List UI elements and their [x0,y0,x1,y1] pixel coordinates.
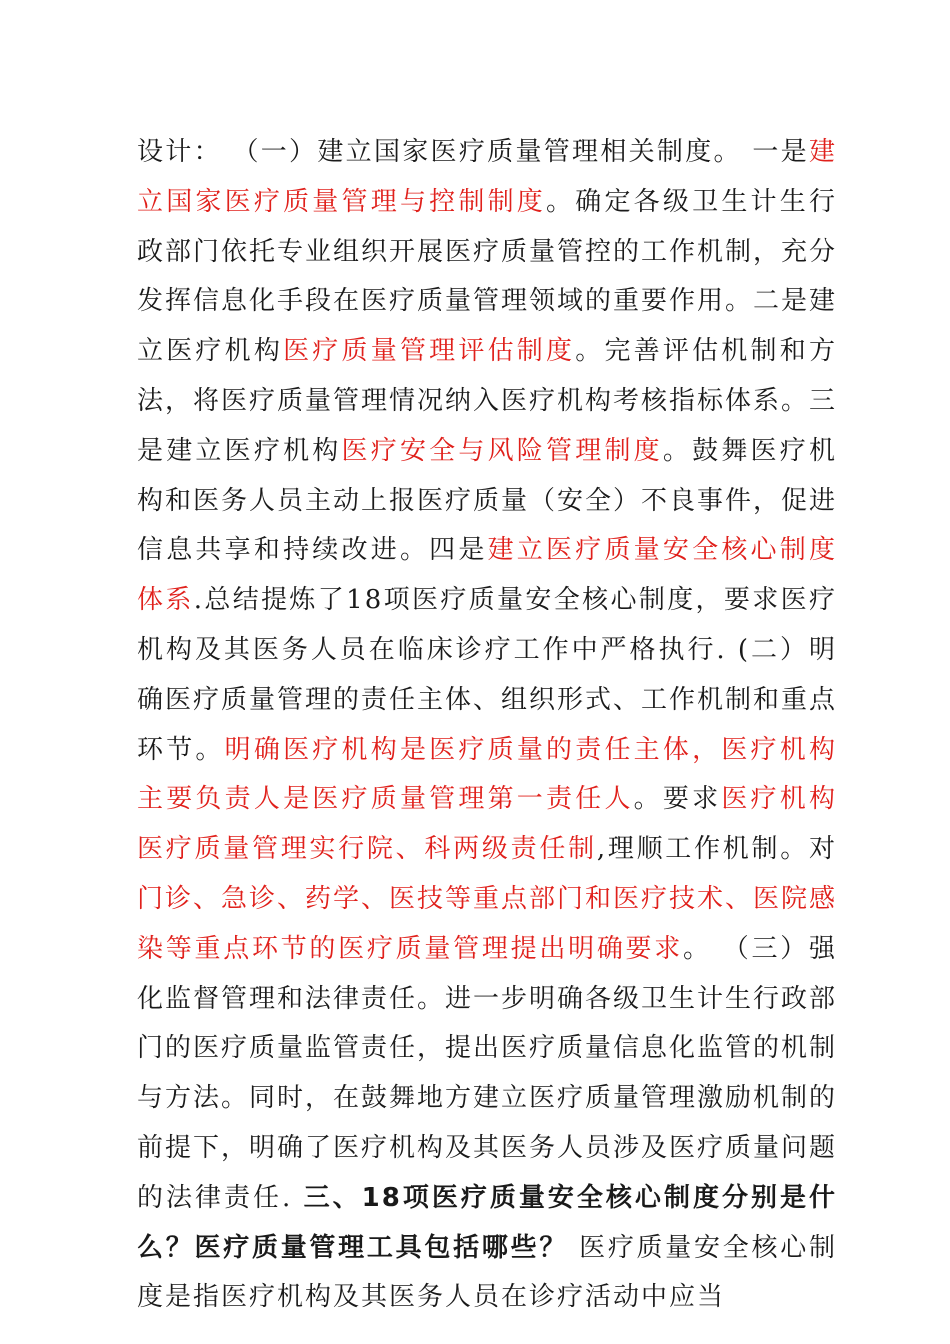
highlighted-text: 医疗质量管理评估制度 [283,336,576,367]
document-body [137,128,837,1323]
highlighted-text: 明确医疗机构是医疗质量的责任主体，医疗机构主要负责人是医疗质量管理第一责任人 [137,734,837,815]
text-segment: ,理顺工作机制。对 [596,834,837,865]
highlighted-text: 建立医疗质量安全核心制度体系 [137,535,837,616]
text-segment: 医疗质量安全核心制度是指医疗机构及其医务人员在诊疗活动中应当 [137,1232,837,1313]
text-segment: 。鼓舞医疗机构和医务人员主动上报医疗质量（安全）不良事件，促进信息共享和持续改进。四是 [137,435,838,566]
highlighted-text: 建立国家医疗质量管理与控制制度 [137,137,837,217]
highlighted-text: 门诊、急诊、药学、医技等重点部门和医疗技术、医院感染等重点环节的医疗质量管理提出明确要求 [137,883,838,964]
text-segment: 设计： （一）建立国家医疗质量管理相关制度。 一是 [137,137,809,167]
text-segment: 。 （三）强化监督管理和法律责任。进一步明确各级卫生计生行政部门的医疗质量监管责任，提出医疗质量信息化监管的机制与方法。同时，在鼓舞地方建立医疗质量管理激励机制的前提下，明确了医疗机构及其医务人员涉及医疗质量问题的法律责任. [137,933,838,1213]
text-segment: .总结提炼了18项医疗质量安全核心制度，要求医疗机构及其医务人员在临床诊疗工作中严格执行. (二）明确医疗质量管理的责任主体、组织形式、工作机制和重点环节。 [137,585,838,765]
text-segment: 。要求 [633,784,722,815]
highlighted-text: 医疗安全与风险管理制度 [341,435,663,466]
section-heading: 三、18项医疗质量安全核心制度分别是什么？医疗质量管理工具包括哪些？ [137,1182,837,1263]
text-segment: 。完善评估机制和方法，将医疗质量管理情况纳入医疗机构考核指标体系。三是建立医疗机构 [137,336,838,466]
highlighted-text: 医疗机构医疗质量管理实行院、科两级责任制 [137,784,837,865]
text-segment: 。确定各级卫生计生行政部门依托专业组织开展医疗质量管控的工作机制，充分发挥信息化手段在医疗质量管理领域的重要作用。二是建立医疗机构 [137,186,838,367]
